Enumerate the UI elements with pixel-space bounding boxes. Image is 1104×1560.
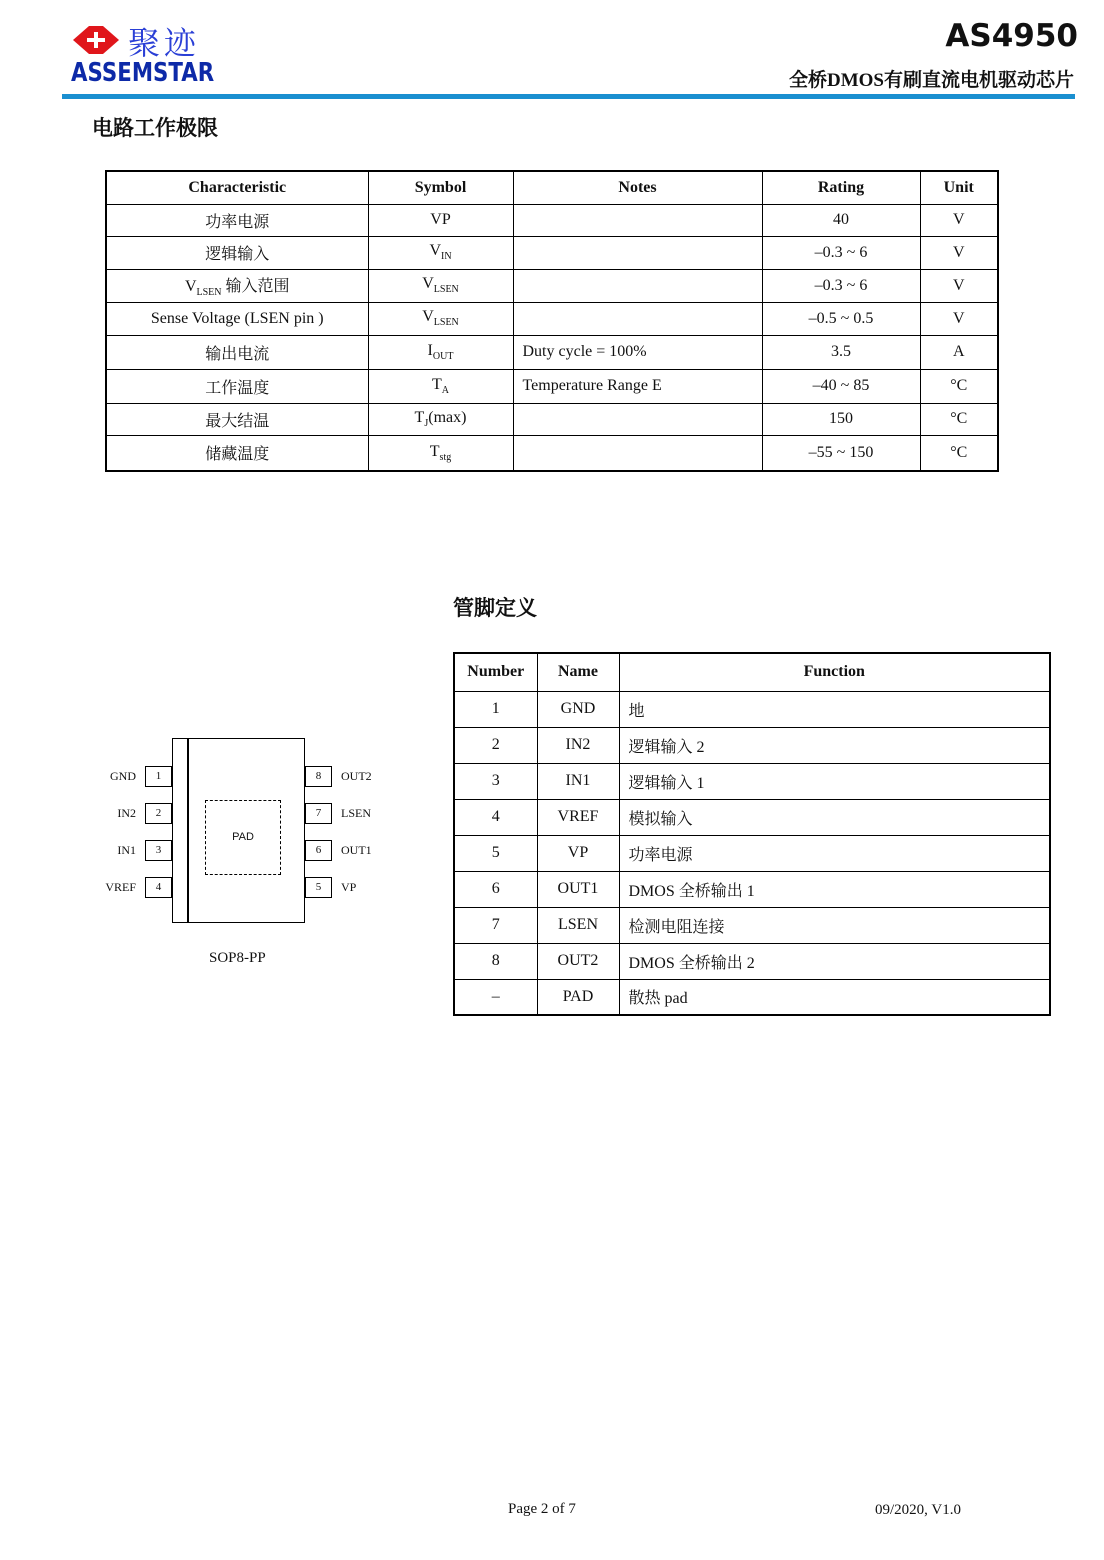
characteristic-cell — [106, 435, 368, 471]
pin-name-cell: GND — [537, 691, 619, 727]
table-row — [454, 871, 1050, 907]
pin-8: 8 — [305, 766, 332, 787]
pin-label: VP — [341, 880, 357, 894]
pad-region: PAD — [205, 800, 281, 875]
pin-7: 7 — [305, 803, 332, 824]
pin-number-cell: 2 — [454, 727, 537, 763]
pin-name-cell: VP — [537, 835, 619, 871]
column-header: Number — [454, 653, 537, 691]
symbol-cell — [368, 204, 513, 236]
pin-function-cell: 功率电源 — [619, 835, 1050, 871]
pin-4: 4 — [145, 877, 172, 898]
unit-cell: V — [920, 302, 998, 335]
pin-name-cell: IN1 — [537, 763, 619, 799]
symbol-subscript: J — [424, 418, 429, 430]
characteristic-suffix: 输入范围 — [221, 277, 290, 295]
symbol-text: T — [414, 408, 425, 426]
symbol-subscript: A — [441, 385, 449, 397]
part-subtitle: 全桥DMOS有刷直流电机驱动芯片 — [788, 70, 1074, 91]
symbol-subscript: LSEN — [433, 317, 459, 329]
characteristic-cell — [106, 335, 368, 369]
characteristic-text: V — [184, 277, 197, 295]
pin-function-cell: 模拟输入 — [619, 799, 1050, 835]
pin-function-cell: 散热 pad — [619, 979, 1050, 1015]
doc-version: 09/2020, V1.0 — [875, 1502, 961, 1518]
pin-label: IN1 — [117, 843, 136, 857]
pin-5: 5 — [305, 877, 332, 898]
symbol-text: VP — [430, 211, 451, 228]
characteristic-text: 工作温度 — [205, 379, 270, 397]
unit-cell: °C — [920, 369, 998, 403]
notes-cell — [513, 403, 762, 435]
table-row — [106, 204, 998, 236]
pin-label: GND — [110, 769, 136, 783]
table-row — [454, 835, 1050, 871]
pin-number-cell: – — [454, 979, 537, 1015]
pin-2: 2 — [145, 803, 172, 824]
characteristic-cell — [106, 403, 368, 435]
pin-name-cell: OUT1 — [537, 871, 619, 907]
pin-name-cell: VREF — [537, 799, 619, 835]
table-row — [106, 435, 998, 471]
table-row — [106, 269, 998, 302]
symbol-cell — [368, 435, 513, 471]
logo-chinese: 聚迹 — [128, 24, 201, 62]
characteristic-text: Sense Voltage (LSEN pin ) — [150, 309, 324, 327]
characteristic-cell — [106, 236, 368, 269]
pin-function-cell: 检测电阻连接 — [619, 907, 1050, 943]
symbol-text: T — [429, 442, 440, 460]
characteristic-text: 输出电流 — [205, 345, 270, 363]
rating-cell: –40 ~ 85 — [762, 369, 920, 403]
symbol-suffix: (max) — [428, 408, 467, 426]
pin-label: OUT2 — [341, 769, 372, 783]
table-row — [454, 727, 1050, 763]
unit-cell: A — [920, 335, 998, 369]
unit-cell: °C — [920, 403, 998, 435]
pin-function-cell: 逻辑输入 2 — [619, 727, 1050, 763]
symbol-subscript: IN — [441, 251, 452, 263]
table-row — [106, 403, 998, 435]
symbol-cell — [368, 302, 513, 335]
notes-cell: Duty cycle = 100% — [513, 335, 762, 369]
pin-label: IN2 — [117, 806, 136, 820]
column-header: Name — [537, 653, 619, 691]
notes-cell: Temperature Range E — [513, 369, 762, 403]
pin-name-cell: LSEN — [537, 907, 619, 943]
pin-number-cell: 7 — [454, 907, 537, 943]
pins-table — [453, 652, 1051, 1016]
rating-cell: –55 ~ 150 — [762, 435, 920, 471]
pin-number-cell: 8 — [454, 943, 537, 979]
pin-number-cell: 6 — [454, 871, 537, 907]
pin-6: 6 — [305, 840, 332, 861]
column-header: Characteristic — [106, 171, 368, 204]
table-row — [106, 335, 998, 369]
pin-1: 1 — [145, 766, 172, 787]
symbol-cell — [368, 236, 513, 269]
symbol-cell — [368, 403, 513, 435]
pin-function-cell: 地 — [619, 691, 1050, 727]
notes-cell — [513, 435, 762, 471]
part-number: AS4950 — [945, 18, 1078, 54]
characteristic-subscript: LSEN — [196, 287, 222, 299]
package-label: SOP8-PP — [209, 950, 266, 966]
logo-english: ASSEMSTAR — [71, 58, 215, 88]
column-header: Function — [619, 653, 1050, 691]
table-row — [454, 979, 1050, 1015]
pin-number-cell: 4 — [454, 799, 537, 835]
rating-cell: 3.5 — [762, 335, 920, 369]
symbol-cell — [368, 269, 513, 302]
unit-cell: V — [920, 236, 998, 269]
characteristic-text: 最大结温 — [205, 412, 270, 430]
logo-mark-icon — [73, 24, 119, 56]
symbol-subscript: stg — [439, 451, 452, 463]
characteristic-text: 功率电源 — [205, 213, 270, 231]
table-row — [454, 799, 1050, 835]
symbol-cell — [368, 369, 513, 403]
pin-name-cell: IN2 — [537, 727, 619, 763]
symbol-cell — [368, 335, 513, 369]
pin-number-cell: 3 — [454, 763, 537, 799]
table-row — [454, 691, 1050, 727]
pin-label: OUT1 — [341, 843, 372, 857]
pin-label: VREF — [105, 880, 136, 894]
pin-function-cell: DMOS 全桥输出 1 — [619, 871, 1050, 907]
notes-cell — [513, 236, 762, 269]
column-header: Notes — [513, 171, 762, 204]
limits-table — [105, 170, 999, 472]
pin-function-cell: DMOS 全桥输出 2 — [619, 943, 1050, 979]
notes-cell — [513, 204, 762, 236]
characteristic-text: 储藏温度 — [205, 446, 270, 464]
header-rule — [62, 94, 1075, 99]
symbol-text: T — [431, 375, 442, 393]
page-number: Page 2 of 7 — [508, 1501, 576, 1517]
pin-3: 3 — [145, 840, 172, 861]
symbol-text: V — [429, 242, 441, 260]
characteristic-text: 逻辑输入 — [205, 246, 270, 263]
table-row — [454, 907, 1050, 943]
rating-cell: 150 — [762, 403, 920, 435]
characteristic-cell — [106, 269, 368, 302]
pins-title: 管脚定义 — [453, 596, 537, 620]
unit-cell: V — [920, 269, 998, 302]
rating-cell: 40 — [762, 204, 920, 236]
symbol-text: I — [427, 341, 433, 359]
symbol-text: V — [422, 308, 434, 326]
notes-cell — [513, 302, 762, 335]
limits-title: 电路工作极限 — [92, 116, 218, 140]
column-header: Symbol — [368, 171, 513, 204]
rating-cell: –0.3 ~ 6 — [762, 269, 920, 302]
table-row — [106, 236, 998, 269]
rating-cell: –0.3 ~ 6 — [762, 236, 920, 269]
unit-cell: °C — [920, 435, 998, 471]
pin-name-cell: OUT2 — [537, 943, 619, 979]
symbol-text: V — [422, 275, 434, 293]
characteristic-cell — [106, 369, 368, 403]
symbol-subscript: OUT — [432, 351, 454, 363]
table-row — [454, 943, 1050, 979]
unit-cell: V — [920, 204, 998, 236]
chip-stripe — [187, 738, 189, 923]
pin-label: LSEN — [341, 806, 371, 820]
table-row — [106, 302, 998, 335]
column-header: Rating — [762, 171, 920, 204]
notes-cell — [513, 269, 762, 302]
characteristic-cell — [106, 302, 368, 335]
rating-cell: –0.5 ~ 0.5 — [762, 302, 920, 335]
pin-number-cell: 5 — [454, 835, 537, 871]
pin-name-cell: PAD — [537, 979, 619, 1015]
pin-number-cell: 1 — [454, 691, 537, 727]
pin-function-cell: 逻辑输入 1 — [619, 763, 1050, 799]
characteristic-cell — [106, 204, 368, 236]
column-header: Unit — [920, 171, 998, 204]
table-row — [454, 763, 1050, 799]
table-row — [106, 369, 998, 403]
symbol-subscript: LSEN — [433, 284, 459, 296]
